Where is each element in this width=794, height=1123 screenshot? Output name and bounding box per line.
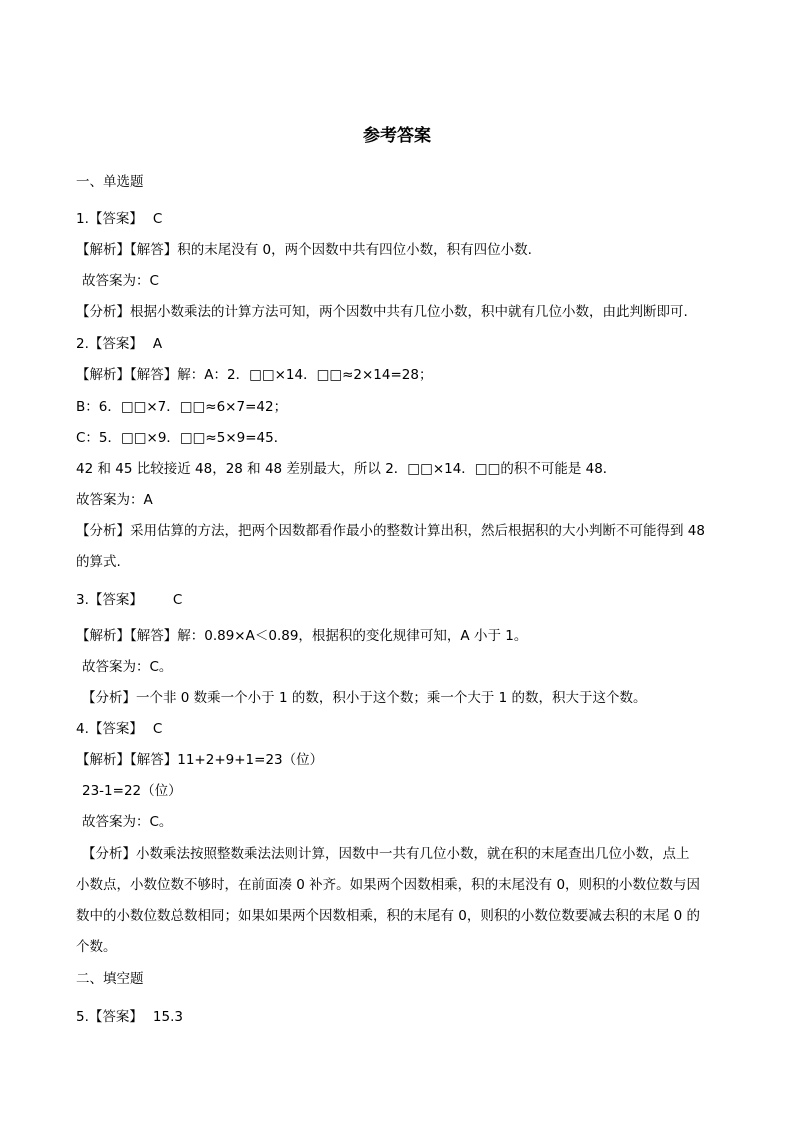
q2-answer-label: 2.【答案】 [76, 336, 143, 352]
q4-result: 故答案为：C。 [82, 814, 173, 830]
q4-answer [76, 719, 726, 739]
section-heading-fill-blank: 二、填空题 [76, 971, 144, 987]
q4-note-4: 个数。 [76, 939, 117, 955]
q2-line-d: 42 和 45 比较接近 48，28 和 48 差别最大，所以 2．□□×14．□□的积不可能是 48． [76, 461, 617, 477]
q2-line-b: B：6．□□×7．□□≈6×7=42； [76, 399, 288, 415]
q4-line-2: 23-1=22（位） [82, 783, 182, 799]
page-title: 参考答案 [363, 126, 431, 146]
q2-result: 故答案为：A [76, 492, 153, 508]
q1-result: 故答案为：C [82, 273, 159, 289]
q1-note: 【分析】根据小数乘法的计算方法可知，两个因数中共有几位小数，积中就有几位小数，由此判断即可. [76, 304, 688, 320]
q4-note-3: 数中的小数位数总数相同；如果如果两个因数相乘，积的末尾有 0，则积的小数位数要减去积的末尾 0 的 [76, 908, 701, 924]
q4-note-1: 【分析】小数乘法按照整数乘法法则计算，因数中一共有几位小数，就在积的末尾查出几位小数，点上 [82, 846, 690, 862]
q2-answer [76, 334, 726, 354]
q5-answer-value: 15.3 [152, 1009, 183, 1025]
q1-analysis: 【解析】【解答】积的末尾没有 0，两个因数中共有四位小数，积有四位小数. [76, 242, 532, 258]
q4-note-2: 小数点，小数位数不够时，在前面凑 0 补齐。如果两个因数相乘，积的末尾没有 0，则积的小数位数与因 [76, 877, 701, 893]
section-heading-single-choice: 一、单选题 [76, 174, 144, 190]
q3-analysis: 【解析】【解答】解：0.89×A＜0.89，根据积的变化规律可知，A 小于 1。 [76, 628, 528, 644]
q4-answer-label: 4.【答案】 [76, 721, 143, 737]
q1-answer-label: 1.【答案】 [76, 211, 143, 227]
q2-note-1: 【分析】采用估算的方法，把两个因数都看作最小的整数计算出积，然后根据积的大小判断不可能得到 48 [76, 523, 705, 539]
q3-result: 故答案为：C。 [82, 659, 173, 675]
q3-note: 【分析】一个非 0 数乘一个小于 1 的数，积小于这个数；乘一个大于 1 的数，积大于这个数。 [82, 690, 647, 706]
q2-note-2: 的算式. [76, 554, 121, 570]
q4-analysis: 【解析】【解答】11+2+9+1=23（位） [76, 752, 324, 768]
q1-answer-value: C [152, 211, 163, 227]
q5-answer-label: 5.【答案】 [76, 1009, 143, 1025]
q2-answer-value: A [152, 336, 163, 352]
q2-line-c: C：5．□□×9．□□≈5×9=45． [76, 430, 288, 446]
q3-answer-value: C [172, 592, 183, 608]
q5-answer [76, 1007, 726, 1027]
q4-answer-value: C [152, 721, 163, 737]
q2-analysis: 【解析】【解答】解：A：2．□□×14．□□≈2×14=28； [76, 367, 433, 383]
q3-answer [76, 590, 726, 610]
q1-answer [76, 209, 726, 229]
q3-answer-label: 3.【答案】 [76, 592, 143, 608]
